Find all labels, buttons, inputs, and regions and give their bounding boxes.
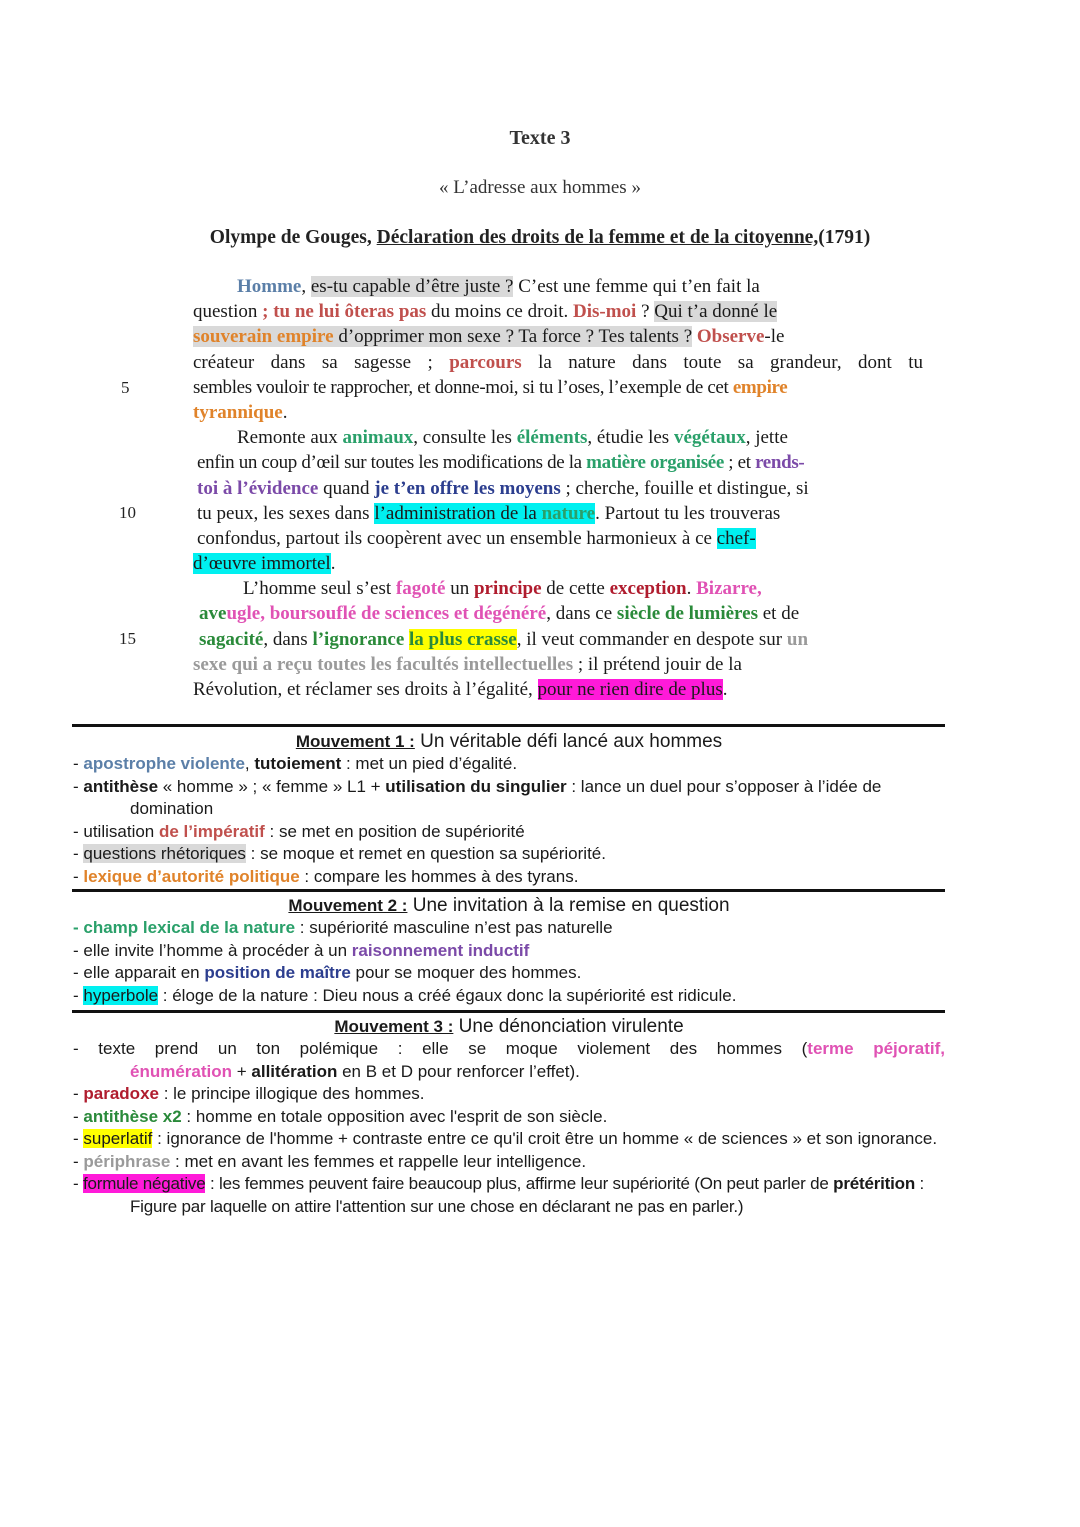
line-number-5: 5 [121, 378, 130, 397]
author: Olympe de Gouges, [209, 227, 377, 248]
passage-line: question ; tu ne lui ôteras pas du moins ce droit. Dis-moi ? Qui t’a donné le [193, 301, 778, 323]
passage-line: enfin un coup d’œil sur toutes les modifications de la matière organisée ; et rends- [197, 452, 805, 474]
passage-line: Homme, es-tu capable d’être juste ? C’est une femme qui t’en fait la [237, 276, 760, 297]
passage-line: L’homme seul s’est fagoté un principe de cette exception. Bizarre, [243, 578, 762, 600]
analysis-item: - champ lexical de la nature : supériorité masculine n’est pas naturelle [73, 918, 613, 937]
analysis-item: - texte prend un ton polémique : elle se moque violement des hommes (terme péjoratif, [73, 1039, 945, 1058]
section-divider [72, 1010, 945, 1013]
mouvement-3 [73, 1016, 945, 1218]
passage-line: sagacité, dans l’ignorance la plus crasse, il veut commander en despote sur un [199, 628, 809, 650]
passage-line: souverain empire d’opprimer mon sexe ? Ta force ? Tes talents ? Observe-le [193, 326, 785, 348]
passage-line: Remonte aux animaux, consulte les éléments, étudie les végétaux, jette [237, 427, 788, 449]
document-title: Texte 3 [509, 127, 571, 149]
passage-line: toi à l’évidence quand je t’en offre les moyens ; cherche, fouille et distingue, si [197, 477, 809, 499]
passage-line: d’œuvre immortel. [193, 553, 336, 575]
passage-line: créateur dans sa sagesse ; parcours la nature dans toute sa grandeur, dont tu [193, 351, 923, 373]
section-divider [72, 724, 945, 727]
mouvement-1-heading: Mouvement 1 : Un véritable défi lancé aux hommes [295, 731, 723, 752]
analysis-item: - lexique d’autorité politique : compare les hommes à des tyrans. [73, 866, 579, 886]
analysis-item: - antithèse « homme » ; « femme » L1 + utilisation du singulier : lance un duel pour s’opposer à l’idée de domination [73, 776, 882, 818]
mouvement-3-heading: Mouvement 3 : Une dénonciation virulente [334, 1016, 684, 1037]
line-number-10: 10 [119, 503, 136, 522]
analysis-item: énumération + allitération en B et D pour renforcer l’effet). [130, 1061, 580, 1081]
passage-line: confondus, partout ils coopèrent avec un ensemble harmonieux à ce chef- [197, 527, 756, 549]
mouvement-2 [73, 895, 945, 1007]
analysis-item: - paradoxe : le principe illogique des hommes. [73, 1084, 425, 1103]
document-subtitle: « L’adresse aux hommes » [439, 177, 641, 198]
line-number-15: 15 [119, 629, 136, 648]
year: (1791) [818, 227, 871, 248]
section-divider [72, 889, 945, 892]
analysis-item: - périphrase : met en avant les femmes et rappelle leur intelligence. [73, 1151, 587, 1171]
work-title: Déclaration des droits de la femme et de la citoyenne, [376, 227, 819, 248]
passage [193, 274, 923, 702]
source-line [0, 227, 1080, 249]
analysis-item: - formule négative : les femmes peuvent faire beaucoup plus, affirme leur supériorité (On peut parler de prétérition : Figure par laquelle on attire l'attention sur une chose en déclarant ne pas en parler.) [73, 1174, 925, 1216]
passage-line: sexe qui a reçu toutes les facultés intellectuelles ; il prétend jouir de la [193, 653, 742, 675]
passage-line: tu peux, les sexes dans l’administration de la nature. Partout tu les trouveras [197, 502, 781, 524]
analysis-item: - apostrophe violente, tutoiement : met un pied d’égalité. [73, 754, 518, 773]
analysis-item: - elle apparait en position de maître pour se moquer des hommes. [73, 963, 582, 982]
mouvement-2-heading: Mouvement 2 : Une invitation à la remise en question [288, 895, 730, 916]
analysis-item: - questions rhétoriques : se moque et remet en question sa supériorité. [73, 844, 606, 863]
analysis-item: - utilisation de l’impératif : se met en position de supériorité [73, 821, 525, 841]
passage-line: tyrannique. [193, 401, 288, 423]
analysis-item: - antithèse x2 : homme en totale opposition avec l'esprit de son siècle. [73, 1106, 608, 1126]
passage-line: Révolution, et réclamer ses droits à l’égalité, pour ne rien dire de plus. [193, 679, 728, 700]
mouvement-1 [73, 731, 945, 888]
passage-line: sembles vouloir te rapprocher, et donne-moi, si tu l’oses, l’exemple de cet empire [193, 376, 788, 398]
passage-line: aveugle, boursouflé de sciences et dégénéré, dans ce siècle de lumières et de [199, 603, 800, 625]
analysis-item: - elle invite l’homme à procéder à un raisonnement inductif [73, 940, 530, 960]
analysis-item: - hyperbole : éloge de la nature : Dieu nous a créé égaux donc la supériorité est ridicule. [73, 985, 737, 1005]
analysis-item: - superlatif : ignorance de l'homme + contraste entre ce qu'il croit être un homme « de sciences » et son ignorance. [73, 1129, 938, 1148]
